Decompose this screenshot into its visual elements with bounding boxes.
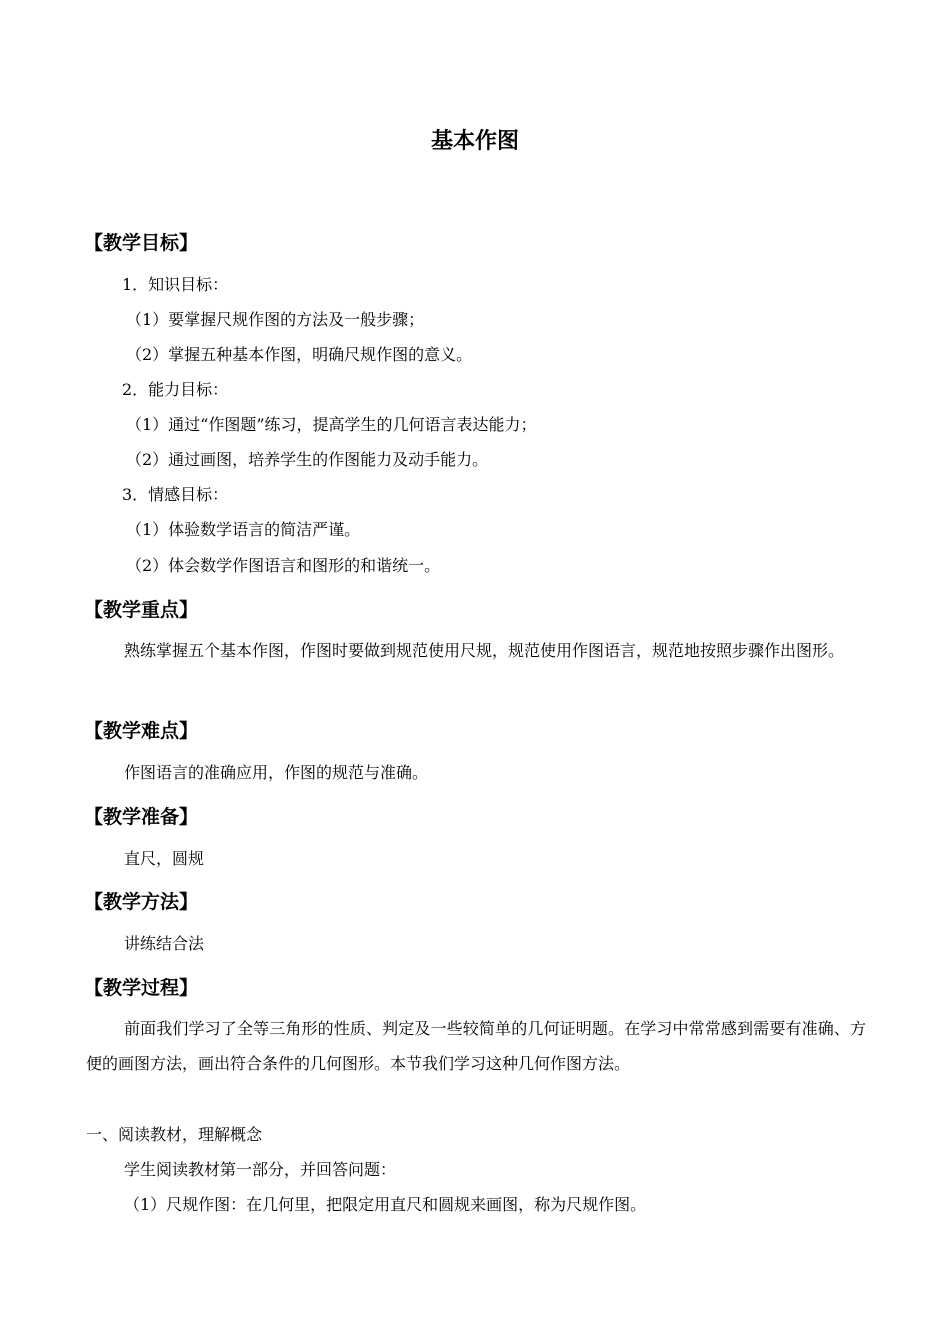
heading-process: 【教学过程】 bbox=[84, 977, 199, 999]
process-intro: 前面我们学习了全等三角形的性质、判定及一些较简单的几何证明题。在学习中常常感到需要有准确、方便的画图方法，画出符合条件的几何图形。本节我们学习这种几何作图方法。 bbox=[86, 1019, 866, 1073]
goal-knowledge-item-2: （2）掌握五种基本作图，明确尺规作图的意义。 bbox=[126, 345, 473, 364]
heading-key-points: 【教学重点】 bbox=[84, 599, 199, 621]
goal-emotion-item-1: （1）体验数学语言的简洁严谨。 bbox=[126, 520, 361, 539]
heading-difficulties: 【教学难点】 bbox=[84, 720, 199, 742]
goal-ability-label: 2．能力目标： bbox=[122, 380, 229, 399]
process-part1-instruction: 学生阅读教材第一部分，并回答问题： bbox=[124, 1160, 397, 1179]
process-part1-label: 一、阅读教材，理解概念 bbox=[86, 1125, 263, 1144]
process-part1-item-1: （1）尺规作图：在几何里，把限定用直尺和圆规来画图，称为尺规作图。 bbox=[124, 1195, 647, 1214]
key-points-text: 熟练掌握五个基本作图，作图时要做到规范使用尺规，规范使用作图语言，规范地按照步骤作出图形。 bbox=[124, 641, 845, 660]
method-text: 讲练结合法 bbox=[124, 934, 205, 953]
goal-ability-item-1: （1）通过“作图题”练习，提高学生的几何语言表达能力； bbox=[126, 415, 537, 434]
goal-knowledge-item-1: （1）要掌握尺规作图的方法及一般步骤； bbox=[126, 310, 425, 329]
goal-emotion-item-2: （2）体会数学作图语言和图形的和谐统一。 bbox=[126, 556, 441, 575]
heading-preparation: 【教学准备】 bbox=[84, 806, 199, 828]
goal-knowledge-label: 1．知识目标： bbox=[122, 275, 229, 294]
goal-ability-item-2: （2）通过画图，培养学生的作图能力及动手能力。 bbox=[126, 450, 489, 469]
preparation-text: 直尺，圆规 bbox=[124, 849, 205, 868]
difficulties-text: 作图语言的准确应用，作图的规范与准确。 bbox=[124, 763, 429, 782]
heading-method: 【教学方法】 bbox=[84, 891, 199, 913]
heading-teaching-goals: 【教学目标】 bbox=[84, 232, 199, 254]
page-title: 基本作图 bbox=[430, 129, 519, 154]
goal-emotion-label: 3．情感目标： bbox=[122, 485, 229, 504]
